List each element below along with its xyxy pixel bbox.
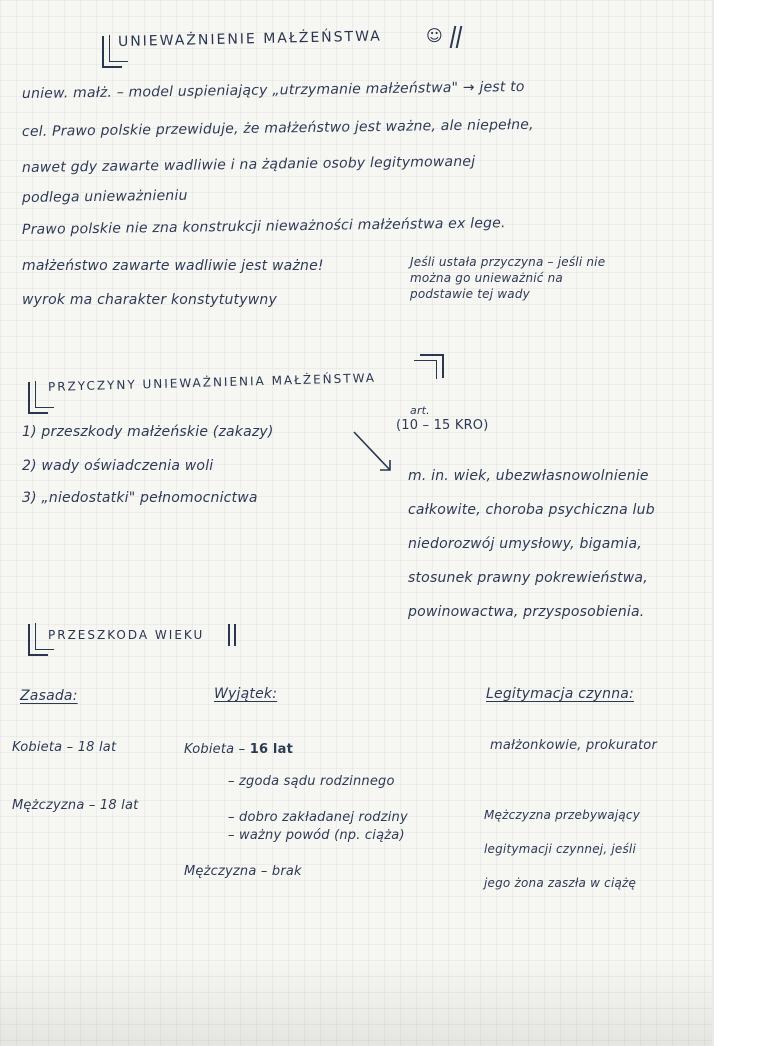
standing-detail-line-3: jego żona zaszła w ciążę <box>484 876 637 890</box>
intro-line-2: cel. Prawo polskie przewiduje, że małżeństwo jest ważne, ale niepełne, <box>21 116 534 140</box>
causes-heading: PRZYCZYNY UNIEWAŻNIENIA MAŁŻEŃSTWA <box>47 370 377 394</box>
standing-detail-line-1: Mężczyzna przebywający <box>484 808 641 822</box>
intro-note <box>410 254 605 302</box>
cause-detail-line-2: całkowite, choroba psychiczna lub <box>408 502 655 518</box>
cause-detail-line-4: stosunek prawny pokrewieństwa, <box>408 570 648 586</box>
standing-detail-line-2: legitymacji czynnej, jeśli <box>484 842 636 856</box>
intro-note-line: Jeśli ustała przyczyna – jeśli nie <box>410 255 606 269</box>
causes-ref-art: art. <box>410 404 430 417</box>
cause-item-2: 2) wady oświadczenia woli <box>22 458 214 474</box>
title-end-mark <box>450 26 463 48</box>
arrow-icon <box>350 428 400 478</box>
column-exceptions: Wyjątek: <box>214 686 278 702</box>
smile-icon: ☺ <box>426 26 443 45</box>
age-heading: PRZESZKODA WIEKU <box>48 628 205 642</box>
cause-detail-line-5: powinowactwa, przysposobienia. <box>408 604 645 620</box>
intro-note-line: podstawie tej wady <box>410 287 530 301</box>
causes-heading-end-mark <box>420 354 444 378</box>
cause-item-1: 1) przeszkody małżeńskie (zakazy) <box>22 424 274 440</box>
exception-woman <box>184 738 293 757</box>
intro-line-3: nawet gdy zawarte wadliwie i na żądanie osoby legitymowanej <box>21 153 476 176</box>
rule-man: Mężczyzna – 18 lat <box>12 798 139 813</box>
exception-woman-label: Kobieta – <box>184 742 250 757</box>
intro-line-6: małżeństwo zawarte wadliwie jest ważne! <box>22 258 324 274</box>
age-heading-bracket <box>28 624 48 656</box>
exception-condition-1: – zgoda sądu rodzinnego <box>228 774 395 789</box>
intro-line-1: uniew. małż. – model uspieniający „utrzymanie małżeństwa" → jest to <box>21 78 525 102</box>
intro-line-7: wyrok ma charakter konstytutywny <box>22 292 277 308</box>
intro-line-5: Prawo polskie nie zna konstrukcji nieważności małżeństwa ex lege. <box>21 215 506 238</box>
standing-line-1: małżonkowie, prokurator <box>490 738 657 753</box>
cause-detail-line-3: niedorozwój umysłowy, bigamia, <box>408 536 642 552</box>
age-heading-end-mark <box>228 624 236 646</box>
exception-woman-age: 16 lat <box>249 742 293 757</box>
column-rule: Zasada: <box>20 688 78 704</box>
exception-man: Mężczyzna – brak <box>184 864 302 879</box>
rule-woman: Kobieta – 18 lat <box>12 740 117 755</box>
causes-ref: (10 – 15 KRO) <box>396 418 489 433</box>
exception-condition-3: – ważny powód (np. ciąża) <box>228 828 405 843</box>
exception-condition-2: – dobro zakładanej rodziny <box>228 810 408 825</box>
page-edge <box>712 0 760 1046</box>
intro-line-4: podlega unieważnieniu <box>21 187 188 206</box>
causes-heading-bracket <box>28 382 48 414</box>
column-standing: Legitymacja czynna: <box>486 686 634 702</box>
intro-note-line: można go unieważnić na <box>410 271 563 285</box>
cause-item-3: 3) „niedostatki" pełnomocnictwa <box>22 490 258 506</box>
page-title: UNIEWAŻNIENIE MAŁŻEŃSTWA <box>117 28 382 50</box>
cause-detail-line-1: m. in. wiek, ubezwłasnowolnienie <box>408 468 649 484</box>
